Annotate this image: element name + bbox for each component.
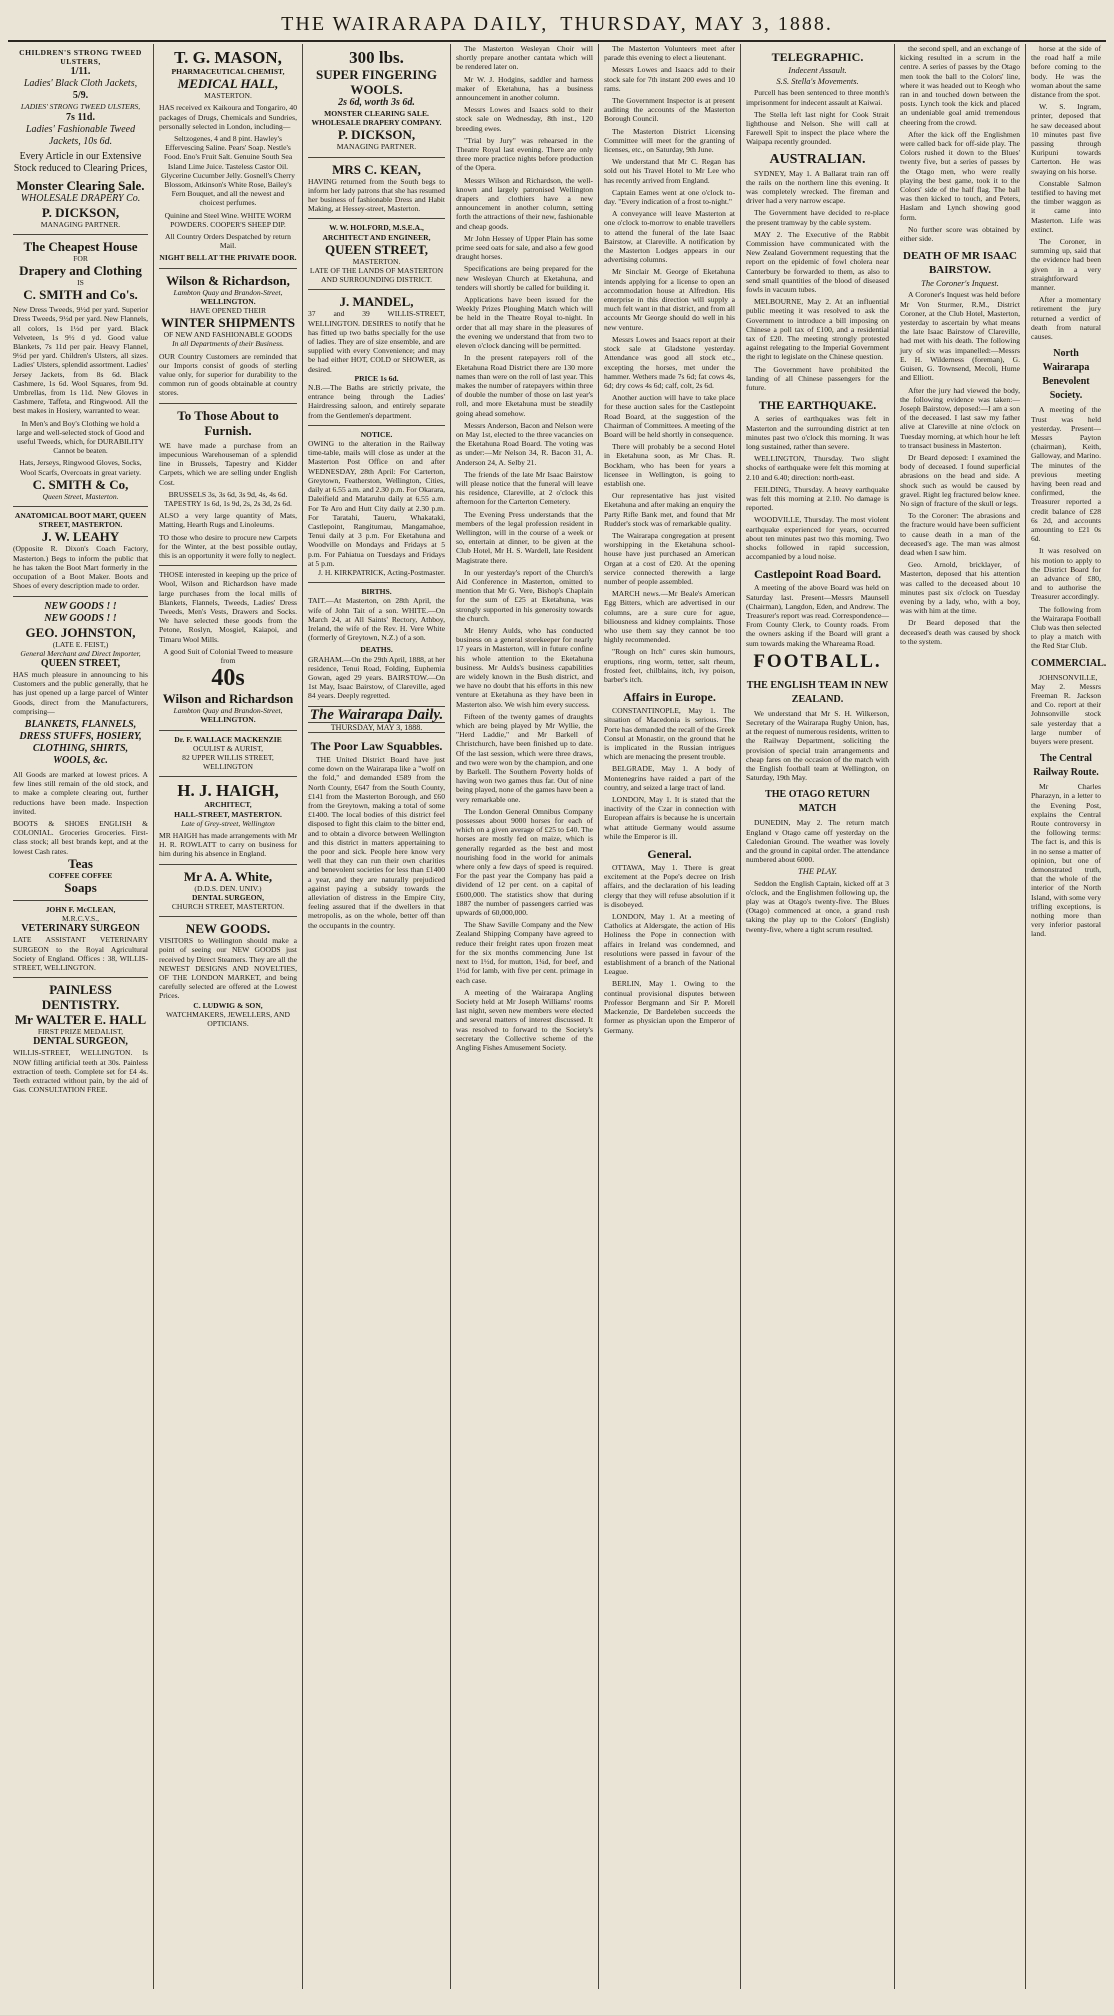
section-heading: COMMERCIAL.: [1031, 657, 1106, 669]
column-1: [8, 44, 153, 1989]
news-paragraph: horse at the side of the road half a mile before coming to the body. He was the woman about the same distance from the spot.: [1031, 44, 1101, 100]
news-paragraph: W. S. Ingram, printer, deposed that he saw deceased about 10 minutes past five passing through Kuripuni towards Carterton. He was swaying on his horse.: [1031, 102, 1101, 176]
ad-headline: NEW GOODS.: [185, 921, 271, 937]
ad-line: (D.D.S. DEN. UNIV.): [194, 883, 262, 893]
ad-body: Every Article in our Extensive Stock reduced to Clearing Prices,: [13, 150, 148, 174]
news-paragraph: Specifications are being prepared for the new Wesleyan Church at Eketahuna, and tenders will shortly be called for building it.: [456, 264, 593, 292]
news-paragraph: Constable Salmon testified to having met the timber waggon as it came into Masterton. Life was extinct.: [1031, 178, 1101, 234]
ad-headline: WINTER SHIPMENTS: [161, 315, 295, 331]
ad-body: All Country Orders Despatched by return Mail.: [165, 232, 291, 251]
ad-address: HALL-STREET, MASTERTON.: [174, 809, 282, 819]
news-paragraph: A conveyance will leave Masterton at one o'clock to-morrow to enable travellers to attend the funeral of the late Isaac Bairstow, at Clareville. A notification by the Masterton Lodges appears in our advertising columns.: [604, 209, 735, 265]
ad-name: J. W. LEAHY: [41, 529, 120, 545]
ad-body: Hats, Jerseys, Ringwood Gloves, Socks, Wool Scarfs, Overcoats in great variety.: [19, 458, 142, 477]
news-paragraph: Mr John Hessey of Upper Plain has some prime seed oats for sale, and also a few good draught horses.: [456, 233, 593, 262]
ad-body: ALSO a very large quantity of Mats, Matting, Hearth Rugs and Linoleums.: [159, 511, 297, 530]
ad-name: GEO. JOHNSTON,: [25, 624, 136, 640]
births-body: TAIT.—At Masterton, on 28th April, the wife of John Tait of a son. WHITE.—On March 24, at All Saints' Rectory, Athboy, Ireland, the wife of the Rev. H. Vere White (formerly of Greytown, N.Z.) of a son.: [308, 596, 445, 643]
ad-veterinary: [13, 901, 148, 978]
ad-body: LATE ASSISTANT VETERINARY SURGEON to the Royal Agricultural Society of England. Offices : 38, WILLIS-STREET, WELLINGTON.: [13, 935, 148, 972]
news-paragraph: Another auction will have to take place for these auction sales for the Castlepoint Road Board, at the suggestion of the Chairman of Committees. A meeting of the Board will be held shortly in consequence.: [604, 393, 735, 439]
ad-line: OF NEW AND FASHIONABLE GOODS: [163, 330, 293, 340]
column-8: [1026, 44, 1106, 1989]
ad-dentistry: [13, 978, 148, 1099]
ad-name: W. W. HOLFORD, M.S.E.A.,: [329, 223, 424, 233]
dateline: THURSDAY, MAY 3, 1888.: [308, 722, 445, 733]
news-paragraph: Seddon the English Captain, kicked off at 3 o'clock, and the Englishmen following up, the play was at Otago's twenty-five. The Blues (Otago) commenced at once, a grand rush taking the play up to the Colors' (English) twenty-five, where a tight scrum resulted.: [746, 878, 889, 934]
ad-ludwig: [159, 917, 297, 1033]
news-paragraph: "Rough on Itch" cures skin humours, eruptions, ring worm, tetter, salt rheum, frosted feet, chilblains, itch, ivy poison, barber's itch.: [604, 647, 735, 684]
section-heading: TELEGRAPHIC.: [771, 50, 864, 64]
news-paragraph: WELLINGTON, Thursday. Two slight shocks of earthquake were felt this morning at 2.10 and 6.40; direction: north-east.: [746, 454, 889, 482]
news-paragraph: The London General Omnibus Company possesses about 9000 horses for each of which on a given average of £25 to £40. The horses are mostly fed on maize, which is generally regarded as the best and most nourishing food in the world for animals where only a few days of speed is required. For the past year the Company has paid a dividend of 12 per cent. on a capital of £600,000. The statistics show that during 1887 the number of passengers carried was upwards of 60,000,000.: [456, 806, 593, 918]
ad-name: Mr WALTER E. HALL: [14, 1012, 147, 1028]
ad-address: QUEEN STREET,: [40, 657, 121, 669]
news-paragraph: No further score was obtained by either side.: [900, 224, 1020, 244]
ad-address: MASTERTON.: [352, 256, 401, 266]
ad-headline: CHILDREN'S STRONG TWEED ULSTERS,: [19, 48, 142, 67]
ad-headline: SUPER FINGERING WOOLS.: [316, 67, 437, 97]
ad-body: VISITORS to Wellington should make a point of seeing our NEW GOODS just received by Direct Steamers. They are all the NEWEST DESIGNS AND NOVELTIES, OF THE LONDON MARKET, and being carefully selected are offered at the Lowest Prices.: [159, 936, 297, 1001]
ad-line: WHOLESALE DRAPERY Co.: [20, 192, 141, 204]
section-heading: General.: [647, 847, 692, 862]
section-heading: THE EARTHQUAKE.: [758, 398, 877, 413]
ad-haigh: [159, 777, 297, 864]
ad-body: OUR Country Customers are reminded that our Imports consist of goods of sterling value only, for superior for durability to the common run of goods obtainable at country stores.: [159, 351, 297, 398]
ad-line: M.R.C.V.S.,: [61, 914, 99, 924]
ad-headline: Monster Clearing Sale.: [16, 177, 145, 193]
news-paragraph: In the present ratepayers roll of the Eketahuna Road District there are 130 more names than were on the roll of last year. This makes the number of ratepayers within three of double the number of those on last year's roll, and more Eketahuna must be steadily going ahead somehow.: [456, 353, 593, 418]
news-paragraph: The Stella left last night for Cook Strait lighthouse and Nelson. She will call at Farewell Spit to inspect the place where the Waipapa recently grounded.: [746, 109, 889, 147]
news-paragraph: Messrs Lowes and Isaacs sold to their stock sale on Wednesday, 8th inst., 120 breeding ewes.: [456, 105, 593, 133]
sub-heading: THE PLAY.: [798, 866, 837, 877]
ad-role: General Merchant and Direct Importer,: [20, 648, 141, 658]
ad-name: P. DICKSON,: [337, 127, 416, 143]
ad-line: NIGHT BELL AT THE PRIVATE DOOR.: [159, 253, 297, 263]
news-paragraph: Dr Beard deposed: I examined the body of deceased. I found superficial abrasions on the head and side. A shock such as would be caused by gravel. Right leg fractured below knee. No sign of fracture of the skull or legs.: [900, 452, 1020, 508]
ad-line: LATE OF THE LANDS OF MASTERTON AND SURROUNDING DISTRICT.: [309, 266, 444, 285]
ad-body: WILLIS-STREET, WELLINGTON. Is NOW filling artificial teeth at 30s. Painless extraction of teeth. Complete set for £4 4s. Teeth extracted without pain, by the aid of Gas. CONSULTATION FREE.: [13, 1048, 148, 1095]
news-paragraph: The friends of the late Mr Isaac Bairstow will please notice that the funeral will leave his residence, Clareville, at 2 o'clock this afternoon for the Carterton Cemetery.: [456, 469, 593, 507]
sub-heading: THE ENGLISH TEAM IN NEW ZEALAND.: [746, 679, 889, 705]
news-paragraph: In our yesterday's report of the Church's Aid Conference in Masterton, omitted to mention that Mr G. Vere, Bishop's Chaplain for the sum of £25 at Eketahuna, was strongly supported in his generosity towards the church.: [456, 567, 593, 623]
ad-goods: BLANKETS, FLANNELS, DRESS STUFFS, HOSIERY, CLOTHING, SHIRTS, WOOLS, &c.: [19, 718, 142, 766]
ad-body: All Goods are marked at lowest prices. A few lines still remain of the old stock, and to make a complete clearing out, further reductions have been made. Inspection invited.: [13, 769, 148, 816]
news-paragraph: DUNEDIN, May 2. The return match England v Otago came off yesterday on the Caledonian Ground. The weather was lovely and the ground in capital order. The attendance numbered about 6000.: [746, 818, 889, 865]
ad-body: TO those who desire to procure new Carpets for the Winter, at the best possible outlay, this is an opportunity it were folly to neglect.: [159, 532, 297, 560]
ad-headline: 300 lbs.: [349, 48, 404, 67]
ad-role: PHARMACEUTICAL CHEMIST,: [171, 67, 285, 76]
ad-address: QUEEN STREET,: [324, 241, 429, 257]
news-paragraph: LONDON, May 1. At a meeting of Catholics at Aldersgate, the action of His Holiness the Pope in connection with affairs in Ireland was condemned, and resolutions were passed in favour of the establishment of a branch of the National League.: [604, 912, 735, 977]
ad-address: Lambton Quay and Brandon-Street,: [173, 706, 283, 716]
ad-name: Dr. F. WALLACE MACKENZIE: [174, 734, 282, 744]
deaths-body: GRAHAM.—On the 29th April, 1888, at her residence, Tenui Road, Folding, Euphemia Gowan, aged 29 years. BAIRSTOW.—On 1st May, Isaac Bairstow, of Clareville, aged 84 years. Deeply regretted.: [308, 654, 445, 701]
column-6: [741, 44, 894, 1989]
ad-name: Wilson & Richardson,: [166, 272, 290, 288]
ad-headline: COFFEE COFFEE: [48, 870, 113, 880]
masthead-title: THE WAIRARAPA DAILY,: [281, 12, 549, 35]
ad-line: Ladies' Black Cloth Jackets,: [23, 78, 138, 90]
section-heading: THE OTAGO RETURN MATCH: [765, 789, 870, 815]
news-paragraph: The Masterton Volunteers meet after parade this evening to elect a lieutenant.: [604, 44, 735, 63]
ad-body: HAS received ex Kaikoura and Tongariro, 40 packages of Drugs, Chemicals and Sundries, personally selected in London, including—: [159, 103, 297, 131]
news-paragraph: There will probably be a second Hotel in Eketahuna soon, as Mr Chas. R. Bockham, who has been for years a licensee in Wellington, is going to establish one.: [604, 442, 735, 488]
section-heading: Affairs in Europe.: [623, 690, 716, 705]
ad-address: WELLINGTON.: [200, 715, 256, 725]
ad-name: MRS C. KEAN,: [332, 161, 421, 177]
news-paragraph: The Coroner, in summing up, said that the evidence had been given in a very straightforward manner.: [1031, 237, 1101, 293]
news-paragraph: Our representative has just visited Eketahuna and after making an enquiry the Party Rifle Bank met, and found that Mr Rudder's stock was of remarkable quality.: [604, 491, 735, 528]
news-paragraph: We understand that Mr S. H. Wilkerson, Secretary of the Wairarapa Rugby Union, has, at the request of numerous residents, written to the Railway Department, soliciting the provision of special train arrangements and cheap fares on the occasion of the match with the English football team at Wellington, on Saturday, 19th May.: [746, 708, 889, 783]
ad-oculist: [159, 731, 297, 778]
article-heading: The Poor Law Squabbles.: [310, 738, 443, 753]
column-5: [599, 44, 740, 1989]
notice-heading: NOTICE.: [360, 429, 393, 439]
sub-heading: The Coroner's Inquest.: [921, 278, 999, 289]
ad-line: MONSTER CLEARING SALE.: [324, 109, 429, 118]
ad-kean: [308, 158, 445, 220]
ad-line: Ladies' Fashionable Tweed Jackets, 10s 6d.: [25, 123, 136, 147]
ad-name: H. J. HAIGH,: [177, 781, 279, 801]
ad-name: T. G. MASON,: [174, 48, 282, 67]
news-paragraph: A meeting of the Wairarapa Angling Society held at Mr Joseph Williams' rooms last night, seven new members were elected and several matters of interest discussed. It was resolved to forward to the Society's secretary the Collective scheme of the Angling Fishes Amusement Society.: [456, 987, 593, 1052]
news-paragraph: The Masterton District Licensing Committee will meet for the granting of licenses, etc., on Saturday, 9th June.: [604, 126, 735, 155]
news-paragraph: Mr Sinclair M. George of Eketahuna intends applying for a license to open an accommodation house at Alfredton. His enterprise in this direction will supply a much felt want in that district, and from all accounts Mr George should do well in his new venture.: [604, 267, 735, 332]
ad-line: In all Departments of their Business.: [172, 339, 284, 349]
news-paragraph: SYDNEY, May 1. A Ballarat train ran off the rails on the northern line this evening. It was completely wrecked. The fireman and driver had a very narrow escape.: [746, 168, 889, 206]
ad-price: PRICE 1s 6d.: [354, 373, 399, 383]
article-body: THE United District Board have just come down on the Wairarapa like a "wolf on the fold," and demanded £589 from the North County, £647 from the South County, £141 from the Masterton Borough, and £60 from the Greytown, making a total of some £1400. The local bodies of this district feel disposed to fight this claim to the bitter end, and to obtain a divorce between Wellington and this district in matters appertaining to the poor and sick. People here know very well that they can run their own charities and benevolent societies for less than £1400 a year, and they are naturally prejudiced against paying a subsidy towards the alleviation of distress in the Empire City, feeling assured that if the dwellers in that metropolis, as on the whole, better off than the occupants in the country.: [308, 754, 445, 930]
ad-headline: PAINLESS DENTISTRY.: [41, 982, 120, 1013]
news-paragraph: We understand that Mr C. Regan has sold out his Travel Hotel to Mr Lee who has recently arrived from England.: [604, 157, 735, 185]
ad-name: P. DICKSON,: [41, 204, 120, 220]
news-paragraph: BELGRADE, May 1. A body of Montenegrins have raided a part of the country, and seized a large tract of land.: [604, 764, 735, 792]
news-paragraph: Captain Eames went at one o'clock to-day. "Every indication of a frost to-night.": [604, 187, 735, 207]
ad-role: MANAGING PARTNER.: [336, 142, 417, 152]
ad-role: DENTAL SURGEON,: [191, 892, 264, 902]
ad-body: MR HAIGH has made arrangements with Mr H. R. ROWLATT to carry on business for him during his absence in England.: [159, 830, 297, 859]
ad-line: HAVE OPENED THEIR: [189, 306, 267, 316]
ad-new-goods: [13, 597, 148, 901]
news-paragraph: The Wairarapa congregation at present worshipping in the Eketahuna school-house have just purchased an American Organ at a cost of £20. At the opening service connected therewith a large number of people assembled.: [604, 530, 735, 586]
ad-headline: Teas: [68, 855, 93, 871]
ad-body: In Men's and Boy's Clothing we hold a large and well-selected stock of Good and useful Tweeds, which, for DURABILITY Cannot be beaten.: [16, 418, 145, 456]
ad-holford: [308, 219, 445, 290]
news-paragraph: The Masterton Wesleyan Choir will shortly prepare another cantata which will be rendered later on.: [456, 44, 593, 72]
ad-address: MASTERTON.: [204, 91, 252, 101]
column-2: [154, 44, 302, 1989]
ad-price: 7s 11d.: [66, 111, 95, 123]
masthead: [8, 8, 1106, 42]
ad-price: 40s: [211, 665, 245, 692]
ad-name: C. LUDWIG & SON,: [193, 1000, 263, 1010]
news-paragraph: The following from the Wairarapa Football Club was then selected to play a match with the Red Star Club.: [1031, 604, 1101, 651]
news-paragraph: It was resolved on his motion to apply to the District Board for an advance of £80, and to authorise the Treasurer accordingly.: [1031, 546, 1101, 602]
ad-body: HAS much pleasure in announcing to his Customers and the public generally, that he has just opened up a large parcel of Winter Goods, direct from the Manufacturers, comprising—: [13, 669, 148, 716]
ad-headline: Drapery and Clothing: [19, 263, 142, 279]
ad-price: 5/9.: [72, 90, 89, 102]
deaths-heading: DEATHS.: [360, 645, 393, 655]
ad-role: WATCHMAKERS, JEWELLERS, AND OPTICIANS.: [165, 1009, 291, 1029]
newspaper-page: [8, 8, 1106, 1998]
news-paragraph: The Government have decided to re-place the present tramway by the cable system.: [746, 208, 889, 227]
football-heading: FOOTBALL.: [753, 650, 882, 672]
ad-headline: MEDICAL HALL,: [177, 76, 279, 92]
news-paragraph: Purcell has been sentenced to three month's imprisonment for indecent assault at Kaiwai.: [746, 88, 889, 107]
news-paragraph: After a momentary retirement the jury returned a verdict of death from natural causes.: [1031, 295, 1101, 342]
ad-price: 1/11.: [70, 66, 91, 78]
news-paragraph: Dr Beard deposed that the deceased's death was caused by shock to the system.: [900, 618, 1020, 646]
ad-body: New Dress Tweeds, 9½d per yard. Superior Dress Tweeds, 9½d per yard. New Flannels, all colors, 1s 1½d per yard. Black Velveteen, 1s 9½ d yd. Good value Blankets, 7s 11d per pair. Heavy Flannel, 9½d per yard. Children's Ulsters, all sizes. Ladies' Ulsters, splendid assortment. Ladies' Jersey Jackets, from 8s 6d. Black Cashmere, 1s 6d. Wool Squares, from 9d. Umbrellas, from 1s 11d. New Gloves in Cashmere, Taffeta, and Ringwood. All the best makes in Hosiery, warranted to wear.: [13, 305, 148, 416]
news-paragraph: Mr W. J. Hodgins, saddler and harness maker of Eketahuna, has a business announcement in another column.: [456, 74, 593, 103]
ad-headline: The Cheapest House: [23, 238, 138, 254]
ad-address: Queen Street, Masterton.: [42, 491, 119, 501]
ad-name: Wilson and Richardson: [162, 691, 294, 707]
ad-body: WE have made a purchase from an impecunious Warehouseman of a splendid line in Brussels, Tapestry and Kidder Carpets, which we are selling under English Cost.: [159, 440, 297, 487]
news-paragraph: BERLIN, May 1. Owing to the continual provisional disputes between Professor Bergmann and Sir P. Morell Mackenzie, Dr Bardeleben succeeds the former as physician upon the Emperor of Germany.: [604, 979, 735, 1035]
section-heading: AUSTRALIAN.: [769, 151, 866, 167]
news-paragraph: Messrs Anderson, Bacon and Nelson were on May 1st, elected to the three vacancies on the Eketahuna Road Board. The voting was as under:—Mr Nelson 34, R. Bacon 31, A. Anderson 24, A. Selby 21.: [456, 420, 593, 467]
ad-body: HAVING returned from the South begs to inform her lady patrons that she has resumed her business of fashionable Dress and Habit Making, at Hessey-street, Masterton.: [308, 176, 445, 214]
ad-role: ARCHITECT AND ENGINEER,: [322, 232, 431, 242]
news-paragraph: Messrs Lowes and Isaacs report at their stock sale at Gladstone yesterday. Attendance was good all stock etc., excepting the horses, met under the hammer. Wethers made 7s 6d; fat cows 4s, 6d; dry cows 4s 6d; calf, colt, 2s 6d.: [604, 334, 735, 390]
news-paragraph: The Shaw Saville Company and the New Zealand Shipping Company have agreed to reduce their freight rates upon frozen meat for the six months commencing June 1st next to 1½d, for mutton, 1¼d, for beef, and 1½d for lamb, with five per cent. primage in each case.: [456, 920, 593, 985]
ad-wilson-richardson-2: [159, 566, 297, 730]
ad-body: Seltzogenes, 4 and 8 pint. Hawley's Effervescing Saline. Pears' Soap. Nestle's Food. Eno's Fruit Salt. Genuine South Sea Island Lime Juice. Tasteless Castor Oil. Glycerine Cucumber Jelly. Gosnell's Cherry Blossom, Atkinson's White Rose, Bailey's Fern Bouquet, and all the newest and choicest perfumes.: [161, 134, 295, 208]
ad-white-dentist: [159, 865, 297, 918]
ad-mason: [159, 44, 297, 269]
news-paragraph: Mr Charles Pharazyn, in a letter to the Evening Post, explains the Central Route controversy in the following terms: The fact is, and this is in no sense a matter of opinion, but one of demonstrated truth, that the whole of the interior of the North Island, with some very trifling exceptions, is nothing more than very inferior pastoral land.: [1031, 782, 1101, 939]
ad-name: JOHN F. McCLEAN,: [45, 904, 116, 914]
news-paragraph: LONDON, May 1. It is stated that the inactivity of the Czar in connection with European affairs is because he is uncertain what attitude Germany would assume while the Emperor is ill.: [604, 795, 735, 841]
column-3: [303, 44, 450, 1989]
news-paragraph: MARCH news.—Mr Beale's American Egg Bitters, which are advertised in our columns, are a sure cure for ague, biliousness and kidney complaints. Those who use them say they cannot be too highly recommended.: [604, 589, 735, 645]
ad-line: Late of Grey-street, Wellington: [181, 818, 275, 828]
ad-body: BRUSSELS 3s, 3s 6d, 3s 9d, 4s, 4s 6d. TAPESTRY 1s 6d, 1s 9d, 2s, 2s 3d, 2s 6d.: [164, 489, 292, 508]
ad-body: (Opposite R. Dixon's Coach Factory, Masterton.) Begs to inform the public that he has taken the Boot Mart formerly in the occupation of a Boot Maker. Boots and Shoes of every description made to order.: [13, 544, 148, 591]
news-paragraph: The Government Inspector is at present auditing the accounts of the Masterton Borough Council.: [604, 96, 735, 124]
ad-body: A good Suit of Colonial Tweed to measure from: [163, 646, 293, 665]
news-paragraph: Messrs Wilson and Richardson, the well-known and largely patronised Wellington drapers and clothiers have a new announcement in another column, setting forth the attractions of their new, fashionable and cheap goods.: [456, 175, 593, 231]
ad-role: ARCHITECT,: [204, 800, 252, 810]
ad-name: C. SMITH & Co,: [32, 476, 129, 492]
news-paragraph: Geo. Arnold, bricklayer, of Masterton, deposed that his attention was called to the deceased about 10 minutes past six o'clock on Tuesday evening by a lady, who, with a boy, was with him at the time.: [900, 560, 1020, 616]
news-paragraph: After the kick off the Englishmen were called back for off-side play. The Colors rushed it down to the Blues' twenty five, but a series of passes by the Otago men, who were really playing the best game, took it to the Colors' side of the half flag. The ball was then kicked to touch, and Peters, Haslam and Lynch showing good form.: [900, 129, 1020, 222]
ad-address: WELLINGTON.: [200, 296, 256, 306]
news-paragraph: A Coroner's Inquest was held before Mr Von Sturmer, R.M., District Coroner, at the Club Hotel, Masterton, yesterday to ascertain by what means the late Isaac Bairstow of Clareville, had met with his death. The following jury of six was impanelled:—Messrs E. H. Wilderness (foreman), G. Guisen, G. Townsend, Mecoli, Hume and Elliott.: [900, 290, 1020, 383]
notice-body: OWING to the alteration in the Railway time-table, mails will close as under at the Masterton Post Office on and after WEDNESDAY, 28th April: For Carterton, Greytown, Featherston, Wellington, Cities, daily at 6.55 a.m. and 2.30 p.m. For Okarara, Daleifield and Mataruhu daily at 6.55 a.m. For Te Aro and Hutt City daily at 2.30 p.m. For Taratahi, Taueru, Whakataki, Castlepoint, Rangitumau, Mangamahoe, Tenui daily at 3 p.m. For Eketahuna and Woodville on Mondays and Fridays at 5 p.m. For Pahiatua on Tuesdays and Fridays at 5 p.m.: [308, 439, 445, 568]
ad-body: BOOTS & SHOES ENGLISH & COLONIAL. Groceries Groceries. First-class stock; all best brands kept, and at the lowest Cash rates.: [13, 818, 148, 856]
ad-name: Mr A. A. White,: [183, 868, 273, 884]
news-paragraph: MAY 2. The Executive of the Rabbit Commission have communicated with the New Zealand Government requesting that the report on the epidemic of fowl cholera near Canterbury be forwarded to them, as also to send small quantities of the blood of diseased fowls in vacuum tubes.: [746, 229, 889, 295]
ad-boot-mart: [13, 507, 148, 596]
sub-heading: S.S. Stella's Movements.: [776, 76, 859, 87]
ad-headline: VETERINARY SURGEON: [21, 923, 140, 935]
news-paragraph: the second spell, and an exchange of kicking resulted in a scrum in the centre. A series of passes by the Otago men took the ball to the Colors' line, where it was headed out to Keogh who ran in and touched down between the posts. Lynch took the kick and placed an undeniable goal amid tremendous cheering from the crowd.: [900, 44, 1020, 127]
news-paragraph: CONSTANTINOPLE, May 1. The situation of Macedonia is serious. The Porte has demanded the recall of the Greek Consul at Monastir, on the ground that he is implicated in the Russian intrigues which are menacing the present trouble.: [604, 706, 735, 762]
masthead-date: THURSDAY, MAY 3, 1888.: [560, 12, 833, 35]
ad-role: DENTAL SURGEON,: [33, 1036, 128, 1048]
news-paragraph: The Government have prohibited the landing of all Chinese passengers for the future.: [746, 364, 889, 393]
ad-role: OCULIST & AURIST,: [193, 743, 263, 753]
ad-body: THOSE interested in keeping up the price of Wool, Wilson and Richardson have made large purchases from the local mills of Blankets, Flannels, Tweeds, Ladies' Dress Tweeds, Men's Vests, Drawers and Socks. We have selected these goods from the Petone, Roslyn, Mosgiel, Kaiapoi, and Timaru Wool Mills.: [159, 570, 297, 644]
ad-headline: To Those About to Furnish.: [177, 407, 279, 438]
column-7: [895, 44, 1025, 1989]
ad-line: IS: [77, 278, 84, 288]
ad-body: 37 and 39 WILLIS-STREET, WELLINGTON. DESIRES to notify that he has fitted up two baths specially for the use of ladies. They are of size ensemble, and are supplied with every Convenience; and may be had either HOT, COLD or SHOWER, as desired.: [308, 309, 445, 374]
ad-headline: NEW GOODS ! !: [44, 612, 117, 624]
news-paragraph: A meeting of the Trust was held yesterday. Present—Messrs Payton (chairman), Keith, Galloway, and Marino. The minutes of the previous meeting having been read and confirmed, the Treasurer reported a credit balance of £28 6s 2d, and accounts amounting to £21 0s 6d.: [1031, 405, 1101, 544]
ad-ulsters: [13, 44, 148, 235]
news-paragraph: A series of earthquakes was felt in Masterton and the surrounding district at ten minutes past two o'clock this morning. It was long sustained, rather than severe.: [746, 414, 889, 451]
section-heading: Castlepoint Road Board.: [753, 567, 881, 582]
news-paragraph: To the Coroner: The abrasions and the fracture would have been sufficient to cause death in a man of the deceased's age. The man was almost dead when I saw him.: [900, 511, 1020, 557]
news-paragraph: JOHNSONVILLE, May 2. Messrs Freeman R. Jackson and Co. report at their Johnsonville stock sale yesterday that a large number of buyers were present.: [1031, 672, 1101, 746]
ad-role: MANAGING PARTNER.: [40, 219, 121, 229]
section-heading: The Central Railway Route.: [1033, 753, 1099, 779]
ad-address: 82 UPPER WILLIS STREET, WELLINGTON: [182, 752, 274, 772]
news-paragraph: WOODVILLE, Thursday. The most violent earthquake experienced for years, occurred about ten minutes past two this morning. Two shocks followed in rapid succession, accompanied by a loud noise.: [746, 515, 889, 562]
ad-furnish: [159, 404, 297, 566]
news-paragraph: Fifteen of the twenty games of draughts which are being played by Mr Wyllie, the "Herd Laddie," and Mr Barkell of Christchurch, have been finished up to date. Of the last session, which were three draws, and two were won by the champion, and one by Barkell. The Southern Poverty holds of having won two games thus far. Out of nine being played, none of the games have been a very remarkable one.: [456, 711, 593, 804]
section-heading: North Wairarapa Benevolent Society.: [1042, 348, 1090, 402]
ad-fingering-wools: [308, 44, 445, 158]
section-heading: DEATH OF MR ISAAC BAIRSTOW.: [903, 250, 1017, 277]
births-deaths: [308, 583, 445, 706]
news-paragraph: OTTAWA, May 1. There is great excitement at the Pope's decree on Irish affairs, and the declaration of his leading clergy that they will refuse absolution if it is disobeyed.: [604, 863, 735, 909]
ad-address: Lambton Quay and Brandon-Street,: [173, 287, 283, 297]
news-paragraph: Mr Henry Aulds, who has conducted business on a general storekeeper for nearly 17 years in Masterton, will in future confine his whole attention to the Eketahuna business. Mr Aulds's business capabilities are widely known in the Bush district, and we have no doubt that his efforts in this new venture at Eketahuna as they have been in Masterton also. We wish him every success.: [456, 625, 593, 709]
news-paragraph: The Evening Press understands that the members of the legal profession resident in Wellington, will in the course of a week or so, entertain at dinner, to be given at the Club Hotel, Mr H. S. Wardell, late Resident Magistrate there.: [456, 509, 593, 565]
ad-cheapest-house: [13, 235, 148, 507]
ad-mandel: [308, 290, 445, 425]
notice-signature: J. H. KIRKPATRICK, Acting-Postmaster.: [318, 567, 445, 577]
notice-post-office: [308, 426, 445, 583]
paper-logo: The Wairarapa Daily.: [309, 706, 444, 723]
ad-address: CHURCH STREET, MASTERTON.: [171, 902, 285, 911]
ad-headline: ANATOMICAL BOOT MART, QUEEN STREET, MASTERTON.: [14, 511, 147, 530]
ad-body: Quinine and Steel Wine. WHITE WORM POWDERS. COOPER'S SHEEP DIP.: [164, 210, 292, 229]
ad-line: FOR: [73, 253, 88, 263]
ad-line: (LATE E. FEIST,): [52, 639, 109, 649]
ad-headline: Soaps: [64, 879, 97, 895]
ad-wilson-richardson-1: [159, 269, 297, 404]
news-paragraph: After the jury had viewed the body, the following evidence was taken:— Joseph Bairstow, deposed:—I am a son of the deceased. I last saw my father alive at Clareville at nine o'clock on Tuesday morning, at which hour he left to transact business in Masterton.: [900, 385, 1020, 450]
ad-line: FIRST PRIZE MEDALIST,: [37, 1027, 124, 1037]
sub-heading: Indecent Assault.: [788, 65, 847, 75]
births-heading: BIRTHS.: [361, 587, 392, 597]
ad-headline: NEW GOODS ! !: [44, 600, 117, 612]
news-paragraph: "Trial by Jury" was rehearsed in the Theatre Royal last evening. There are only three more practice nights before production of the Opera.: [456, 135, 593, 173]
ad-line: WHOLESALE DRAPERY COMPANY.: [311, 118, 442, 128]
news-paragraph: Messrs Lowes and Isaacs add to their stock sale for 7th instant 200 ewes and 10 rams.: [604, 65, 735, 93]
news-paragraph: MELBOURNE, May 2. At an influential public meeting it was resolved to ask the Government to introduce a bill imposing on Chinese a poll tax of £100, and a residential tax of £20. The meeting strongly protested against relegating to the Imperial Government the right to legislate on the Chinese question.: [746, 297, 889, 362]
ad-price: 2s 6d, worth 3s 6d.: [338, 97, 415, 108]
column-4: [451, 44, 598, 1989]
news-paragraph: FEILDING, Thursday. A heavy earthquake was felt this morning at 2.10. No damage is reported.: [746, 484, 889, 513]
news-paragraph: Applications have been issued for the Weekly Prizes Ploughing Match which will be held in the Theatre Royal to-night. In order that all may share in the pleasures of the evening we understand that from two to eleven o'clock dancing will be permitted.: [456, 295, 593, 351]
ad-name: C. SMITH and Co's.: [23, 287, 138, 303]
ad-line: LADIES' STRONG TWEED ULSTERS,: [20, 102, 141, 112]
ad-name: J. MANDEL,: [339, 294, 414, 310]
news-paragraph: A meeting of the above Board was held on Saturday last. Present—Messrs Maunsell (Chairman), Langdon, Eden, and Andrew. The Treasurer's report was read. Correspondence—From County Clerk, to County roads. From the owners asking if the Board will grant a sum towards making the Whareama Road.: [746, 583, 889, 648]
ad-body: N.B.—The Baths are strictly private, the entrance being through the Ladies' Hairdressing saloon, and entirely separate from the Gentlemen's department.: [308, 383, 445, 420]
